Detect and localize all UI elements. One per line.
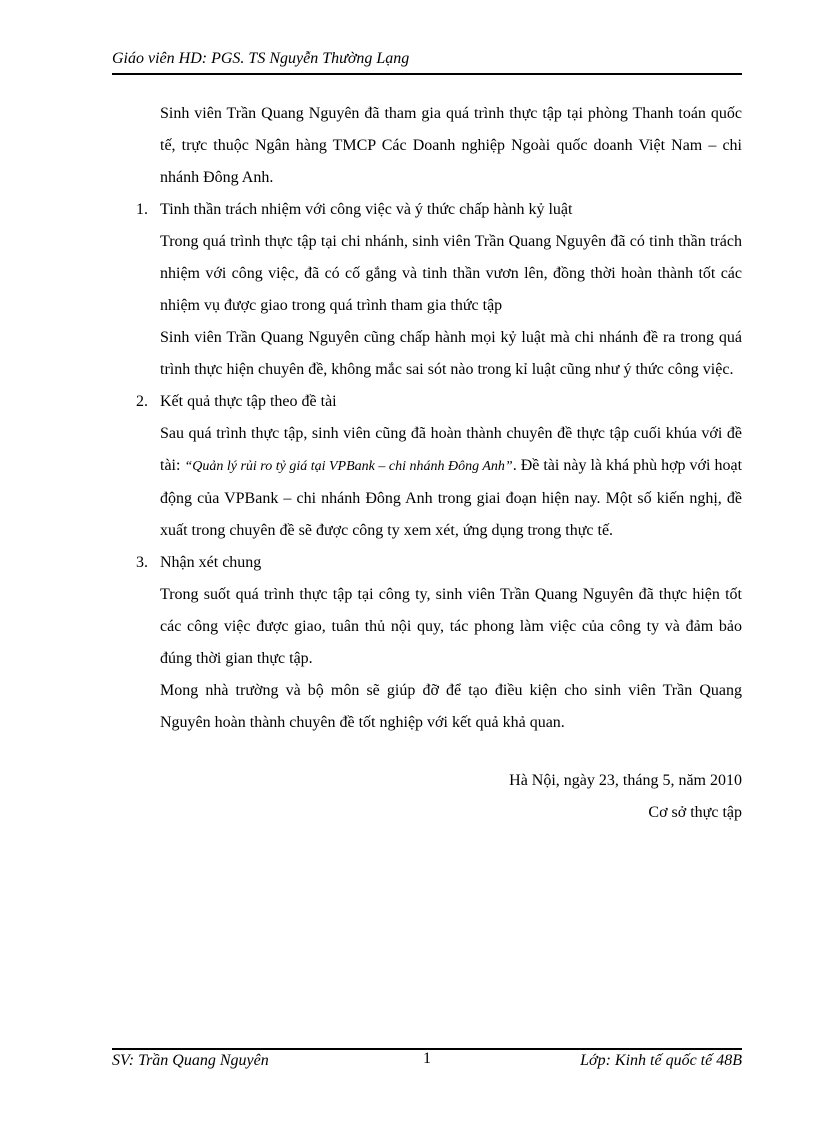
footer-student: SV: Trần Quang Nguyên [112,1052,269,1069]
section-2-paragraph [160,418,742,547]
section-2-text-after: . Đề tài này là khá phù hợp với hoạt động của VPBank – chi nhánh Đông Anh trong giai đoạn hiện nay. Một số kiến nghị, đề xuất trong chuyên đề sẽ được công ty xem xét, ứng dụng trong thực tế. [160,457,743,539]
footer-class: Lớp: Kinh tế quốc tế 48B [580,1052,742,1069]
section-2-text-before: Sau quá trình thực tập, sinh viên cũng đã hoàn thành chuyên đề thực tập cuối khúa với đề tài: [160,425,742,474]
section-3-paragraph-1: Trong suốt quá trình thực tập tại công ty, sinh viên Trần Quang Nguyên đã thực hiện tốt các công việc được giao, tuân thủ nội quy, tác phong làm việc của công ty và đảm bảo đúng thời gian thực tập. [160,586,742,667]
place-date: Hà Nội, ngày 23, tháng 5, năm 2010 [509,772,742,789]
section-3-number: 3. [136,554,148,571]
section-1-paragraph-2: Sinh viên Trần Quang Nguyên cũng chấp hành mọi kỷ luật mà chi nhánh đề ra trong quá trình thực hiện chuyên đề, không mắc sai sót nào trong kỉ luật cũng như ý thức công việc. [160,329,742,378]
header-rule [112,73,742,75]
page-header: Giáo viên HD: PGS. TS Nguyễn Thường Lạng [112,50,410,67]
thesis-title-quote: “Quản lý rủi ro tỷ giá tại VPBank – chi nhánh Đông Anh” [184,459,513,474]
section-2-title: Kết quả thực tập theo đề tài [160,393,337,410]
page-number: 1 [423,1050,431,1067]
intro-paragraph: Sinh viên Trần Quang Nguyên đã tham gia quá trình thực tập tại phòng Thanh toán quốc tế, trực thuộc Ngân hàng TMCP Các Doanh nghiệp Ngoài quốc doanh Việt Nam – chi nhánh Đông Anh. [160,105,742,186]
document-body [112,98,742,829]
section-1-title: Tinh thần trách nhiệm với công việc và ý thức chấp hành kỷ luật [160,201,573,218]
section-3-title: Nhận xét chung [160,554,262,571]
section-1-paragraph-1: Trong quá trình thực tập tại chi nhánh, sinh viên Trần Quang Nguyên đã có tinh thần trách nhiệm với công việc, đã có cố gắng và tinh thần vươn lên, đồng thời hoàn thành tốt các nhiệm vụ được giao trong quá trình tham gia thức tập [160,233,742,314]
section-1 [136,194,742,226]
section-2-number: 2. [136,393,148,410]
section-3 [136,547,742,579]
signature-org: Cơ sở thực tập [648,804,742,821]
section-2 [136,386,742,418]
section-3-paragraph-2: Mong nhà trường và bộ môn sẽ giúp đỡ để tạo điều kiện cho sinh viên Trần Quang Nguyên hoàn thành chuyên đề tốt nghiệp với kết quả khả quan. [160,682,742,731]
section-1-number: 1. [136,201,148,218]
signature-block [112,765,742,829]
